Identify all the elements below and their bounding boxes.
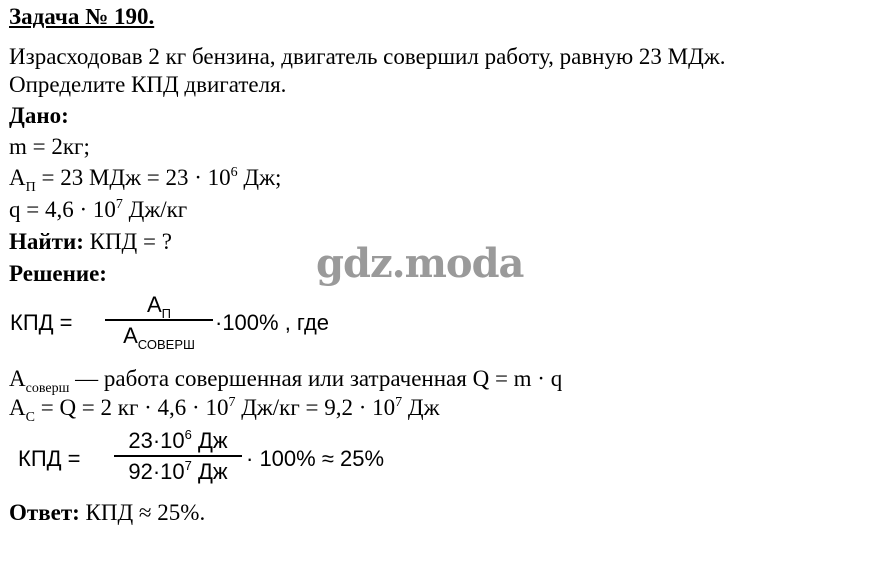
efficiency-formula <box>10 290 410 356</box>
work-calculation: $A_C = Q = 2$ кг · $4,6 \cdot 10^7$ $Дж/кг = 9,2 \cdot 10^7$ Дж <box>9 395 440 425</box>
given-heat <box>9 197 187 223</box>
given-heat-value: q = 4,6 · 10 <box>9 197 116 222</box>
answer-text: КПД ≈ 25%. <box>79 500 206 525</box>
formula-2-rhs: · 100% ≈ 25% <box>246 446 385 471</box>
formula-1-rhs: ·100% , где <box>215 310 330 335</box>
formula-1-fraction <box>105 290 213 351</box>
given-work-exponent: 6 <box>230 165 238 180</box>
problem-text-line-1: Израсходовав 2 кг бензина, двигатель совершил работу, равную 23 МДж. <box>9 44 726 69</box>
work-definition-text: — работа совершенная или затраченная Q = m · q <box>69 366 563 391</box>
formula-1-numerator: $A_П$ <box>146 292 172 321</box>
find-label: Найти: <box>9 229 84 254</box>
formula-2-lhs: КПД = <box>18 446 81 471</box>
problem-title: Задача № 190. <box>9 4 155 29</box>
formula-2-denominator: $92\cdot 10^7$ Дж <box>128 457 228 484</box>
watermark: gdz.moda <box>316 240 524 287</box>
problem-text-line-2: Определите КПД двигателя. <box>9 72 287 97</box>
answer-line <box>9 500 205 526</box>
work-definition <box>9 366 563 396</box>
given-work-unit: Дж; <box>237 165 282 190</box>
work-definition-subscript: соверш <box>25 381 70 396</box>
formula-1-denominator: $A_{СОВЕРШ}$ <box>123 322 195 352</box>
given-work <box>9 165 282 195</box>
formula-1-lhs: КПД = <box>10 310 73 335</box>
given-work-subscript: П <box>25 180 36 195</box>
given-label: Дано: <box>9 103 69 128</box>
solution-label: Решение: <box>9 261 107 286</box>
find-line <box>9 229 172 255</box>
work-definition-symbol: A <box>9 366 26 391</box>
formula-2-fraction <box>114 426 242 487</box>
efficiency-calculation <box>10 426 430 492</box>
find-text: КПД = ? <box>83 229 172 254</box>
given-mass: m = 2кг; <box>9 134 90 159</box>
formula-2-numerator: $23\cdot 10^6$ Дж <box>128 427 228 453</box>
given-work-value: = 23 МДж = 23 · 10 <box>35 165 231 190</box>
answer-label: Ответ: <box>9 500 80 525</box>
given-heat-exponent: 7 <box>115 197 123 212</box>
given-work-symbol: A <box>9 165 26 190</box>
given-heat-unit: Дж/кг <box>122 197 188 222</box>
